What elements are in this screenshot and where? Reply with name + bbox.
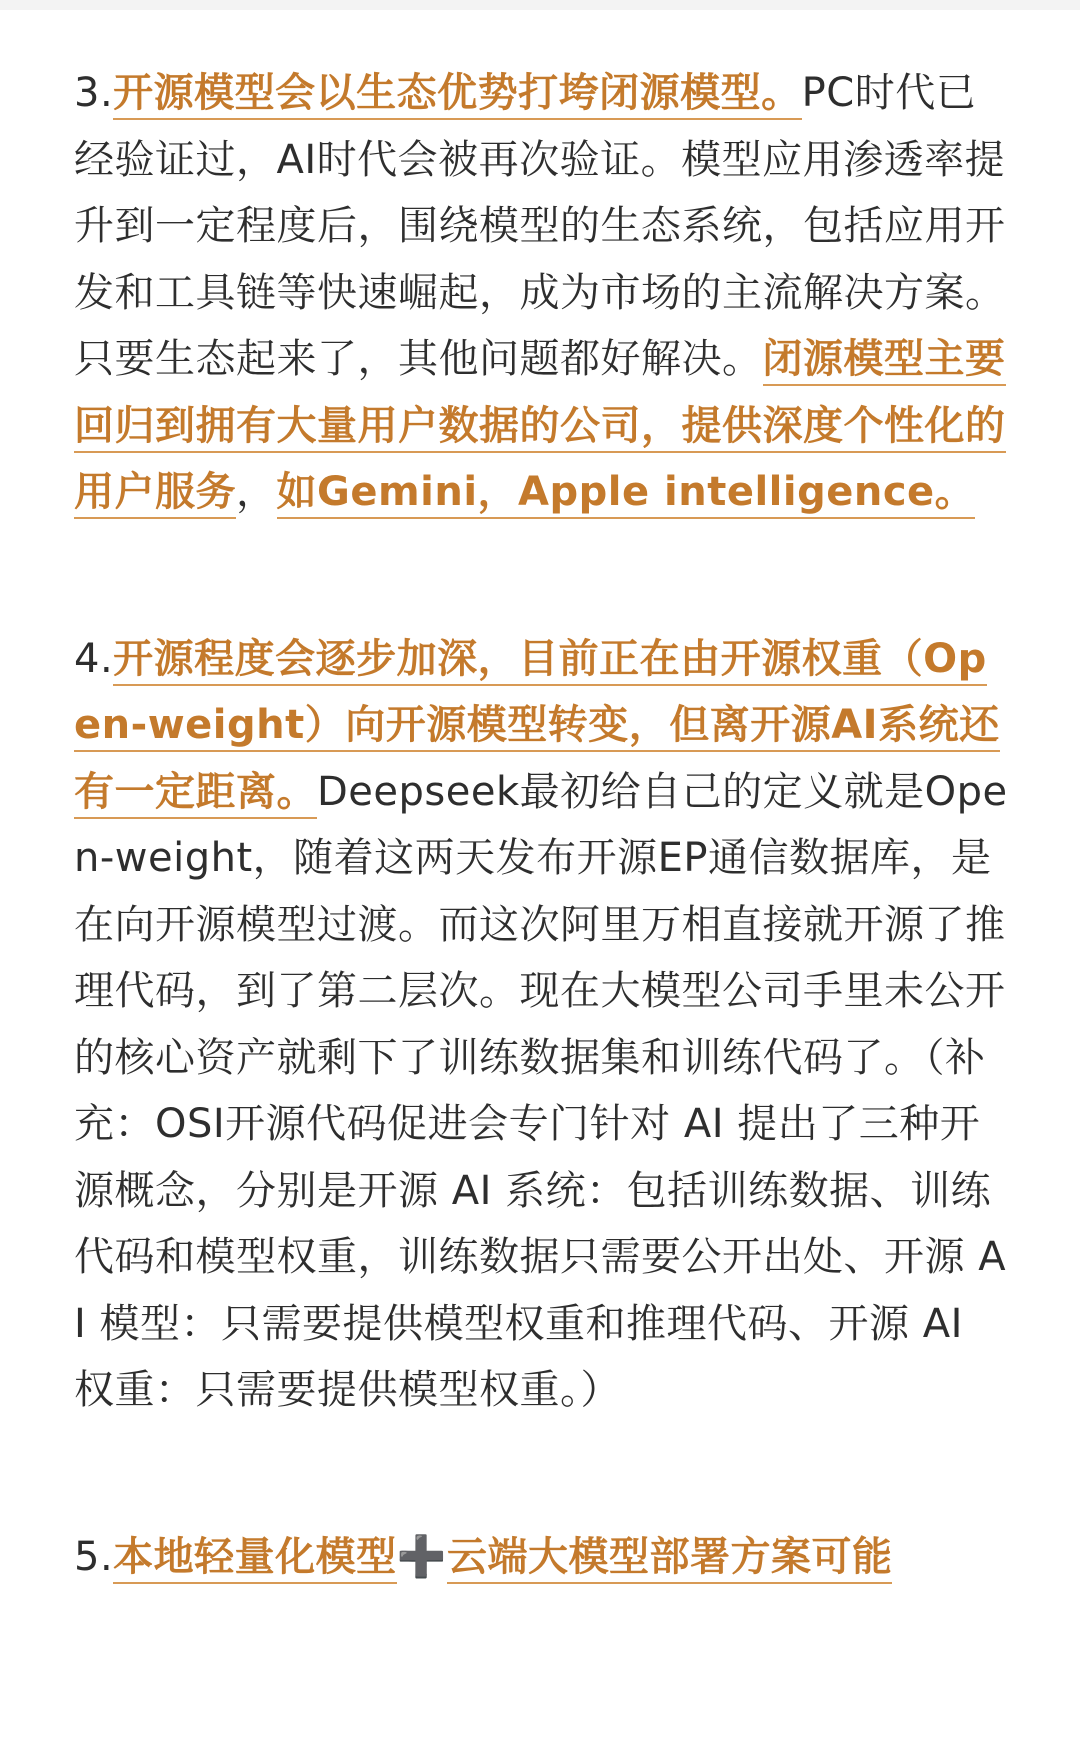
point-4-paragraph <box>74 626 1014 1424</box>
plus-icon: ➕ <box>396 1533 447 1580</box>
point-4-highlight-title: 开源程度会逐步加深，目前正在由开源权重（Open-weight）向开源模型转变，但离开源AI系统还有一定距离。 <box>74 636 1000 819</box>
point-3-highlight-examples: 如Gemini，Apple intelligence。 <box>277 469 976 519</box>
article-body <box>74 60 1014 1590</box>
point-5-highlight-cloud-model: 云端大模型部署方案可能 <box>447 1534 893 1584</box>
point-3-comma: ， <box>236 469 277 515</box>
point-3-highlight-title: 开源模型会以生态优势打垮闭源模型。 <box>113 70 802 120</box>
point-5-highlight-local-model: 本地轻量化模型 <box>113 1534 397 1584</box>
top-strip <box>0 0 1080 10</box>
point-3-highlight-closed-source: 闭源模型主要回归到拥有大量用户数据的公司，提供深度个性化的用户服务 <box>74 336 1006 519</box>
point-4-body-text: Deepseek最初给自己的定义就是Open-weight，随着这两天发布开源EP通信数据库，是在向开源模型过渡。而这次阿里万相直接就开源了推理代码，到了第二层次。现在大模型公司手里未公开的核心资产就剩下了训练数据集和训练代码了。（补充：OSI开源代码促进会专门针对 AI 提出了三种开源概念，分别是开源 AI 系统：包括训练数据、训练代码和模型权重，训练数据只需要公开出处、开源 AI 模型：只需要提供模型权重和推理代码、开源 AI 权重：只需要提供模型权重。） <box>74 768 1008 1413</box>
point-5-number: 5. <box>74 1533 114 1580</box>
point-3-body-text: PC时代已经验证过，AI时代会被再次验证。模型应用渗透率提升到一定程度后，围绕模型的生态系统，包括应用开发和工具链等快速崛起，成为市场的主流解决方案。只要生态起来了，其他问题都好解决。 <box>74 70 1006 382</box>
point-4-number: 4. <box>74 635 114 682</box>
point-5-paragraph <box>74 1524 1014 1591</box>
point-3-number: 3. <box>74 70 114 116</box>
point-3-paragraph <box>74 60 1014 526</box>
